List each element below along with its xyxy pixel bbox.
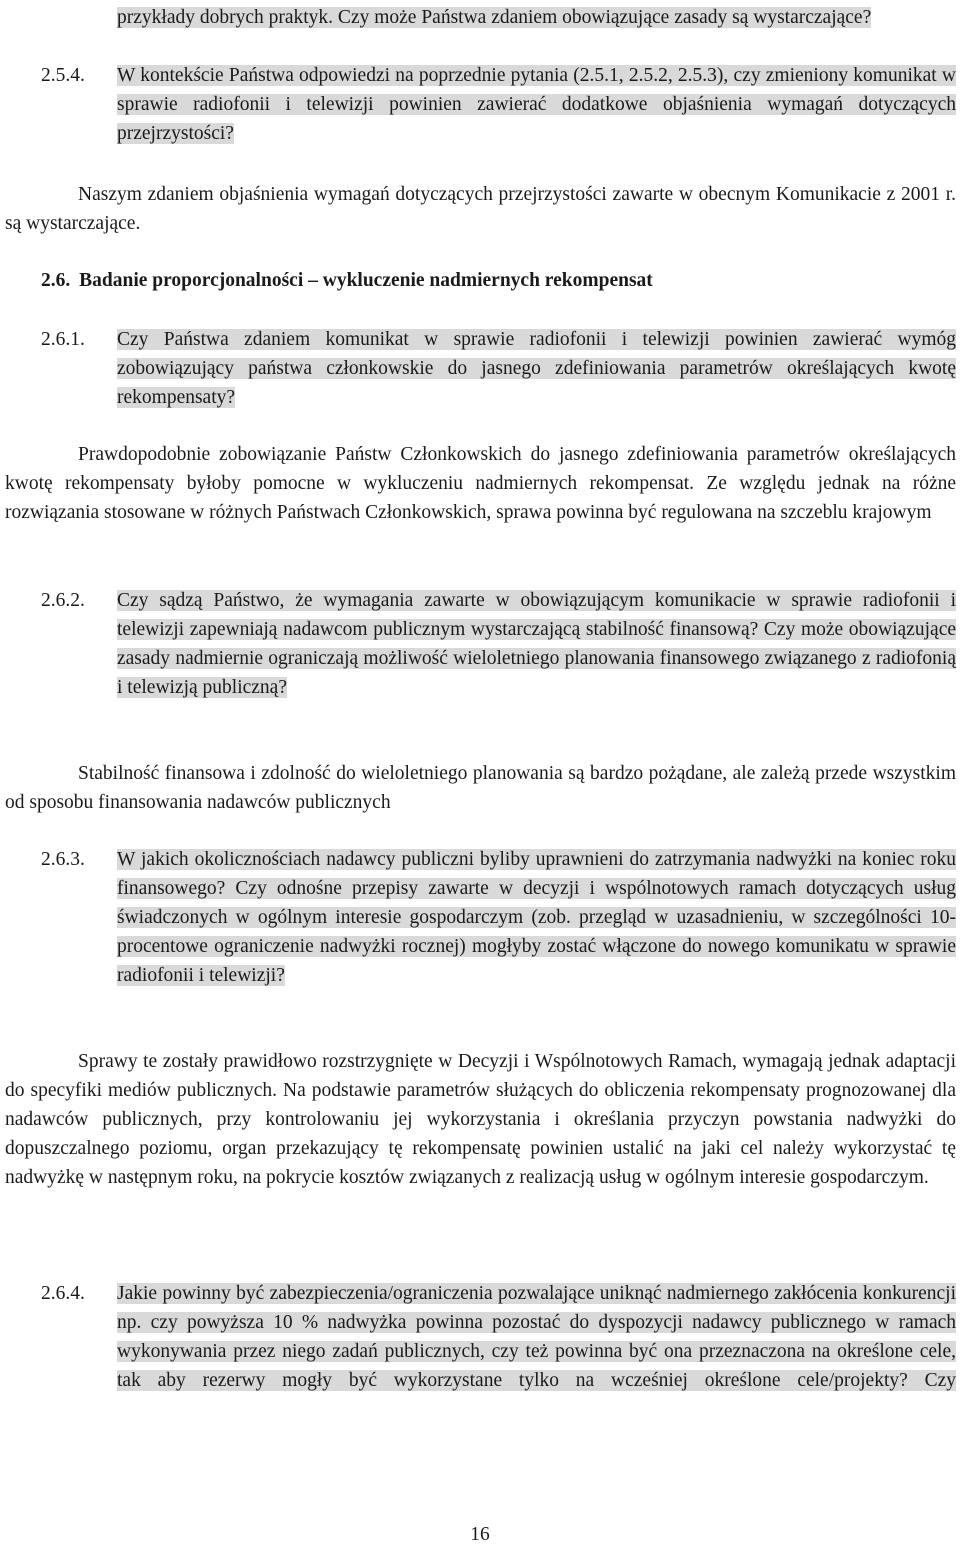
answer-2-6-1: Prawdopodobnie zobowiązanie Państw Członkowskich do jasnego zdefiniowania parametrów określających kwotę rekompensaty byłoby pomocne w wykluczeniu nadmiernych rekompensat. Ze względu jednak na różne rozwiązania stosowane w różnych Państwach Członkowskich, sprawa powinna być regulowana na szczeblu krajowym: [5, 444, 956, 523]
section-title: Badanie proporcjonalności – wykluczenie nadmiernych rekompensat: [79, 270, 653, 291]
question-text: W jakich okolicznościach nadawcy publiczni byliby uprawnieni do zatrzymania nadwyżki na koniec roku finansowego? Czy odnośne przepisy zawarte w decyzji i wspólnotowych ramach dotyczących usług świadczonych w ogólnym interesie gospodarczym (zob. przegląd w uzasadnieniu, w szczególności 10-procentowe ograniczenie nadwyżki rocznej) mogłyby zostać włączone do nowego komunikatu w sprawie radiofonii i telewizji?: [117, 849, 956, 986]
question-2-6-4: [0, 1279, 956, 1395]
question-number: 2.6.3.: [41, 849, 85, 870]
page-number: 16: [470, 1524, 490, 1545]
question-text: przykłady dobrych praktyk. Czy może Państwa zdaniem obowiązujące zasady są wystarczające?: [117, 7, 872, 28]
question-continuation: [0, 3, 956, 32]
question-2-5-4: [0, 61, 956, 148]
section-number: 2.6.: [41, 270, 71, 291]
section-heading: [41, 266, 653, 295]
question-number: 2.6.2.: [41, 590, 85, 611]
question-text: Czy sądzą Państwo, że wymagania zawarte w obowiązującym komunikacie w sprawie radiofonii i telewizji zapewniają nadawcom publicznym wystarczającą stabilność finansową? Czy może obowiązujące zasady nadmiernie ograniczają możliwość wieloletniego planowania finansowego związanego z radiofonią i telewizją publiczną?: [117, 590, 956, 698]
question-number: 2.6.4.: [41, 1283, 85, 1304]
question-text: Czy Państwa zdaniem komunikat w sprawie radiofonii i telewizji powinien zawierać wymóg zobowiązujący państwa członkowskie do jasnego zdefiniowania parametrów określających kwotę rekompensaty?: [117, 329, 956, 408]
question-2-6-3: [0, 845, 956, 990]
question-number: 2.6.1.: [41, 329, 85, 350]
question-2-6-1: [0, 325, 956, 412]
answer-2-6-3: Sprawy te zostały prawidłowo rozstrzygnięte w Decyzji i Wspólnotowych Ramach, wymagają jednak adaptacji do specyfiki mediów publicznych. Na podstawie parametrów służących do obliczenia rekompensaty prognozowanej dla nadawców publicznych, przy kontrolowaniu jej wykorzystania i określania przyczyn powstania nadwyżki do dopuszczalnego poziomu, organ przekazujący tę rekompensatę powinien ustalić na jaki cel należy wykorzystać tę nadwyżkę w następnym roku, na pokrycie kosztów związanych z realizacją usług w ogólnym interesie gospodarczym.: [5, 1051, 956, 1188]
answer-2-5-4: Naszym zdaniem objaśnienia wymagań dotyczących przejrzystości zawarte w obecnym Komunikacie z 2001 r. są wystarczające.: [5, 184, 956, 234]
question-text: W kontekście Państwa odpowiedzi na poprzednie pytania (2.5.1, 2.5.2, 2.5.3), czy zmieniony komunikat w sprawie radiofonii i telewizji powinien zawierać dodatkowe objaśnienia wymagań dotyczących przejrzystości?: [117, 65, 956, 144]
question-number: 2.5.4.: [41, 65, 85, 86]
answer-2-6-2: Stabilność finansowa i zdolność do wieloletniego planowania są bardzo pożądane, ale zależą przede wszystkim od sposobu finansowania nadawców publicznych: [5, 763, 956, 813]
question-text: Jakie powinny być zabezpieczenia/ograniczenia pozwalające uniknąć nadmiernego zakłócenia konkurencji np. czy powyższa 10 % nadwyżka powinna pozostać do dyspozycji nadawcy publicznego w ramach wykonywania przez niego zadań publicznych, czy też powinna być ona przeznaczona na określone cele, tak aby rezerwy mogły być wykorzystane tylko na wcześniej określone cele/projekty? Czy: [117, 1283, 956, 1391]
question-2-6-2: [0, 586, 956, 702]
